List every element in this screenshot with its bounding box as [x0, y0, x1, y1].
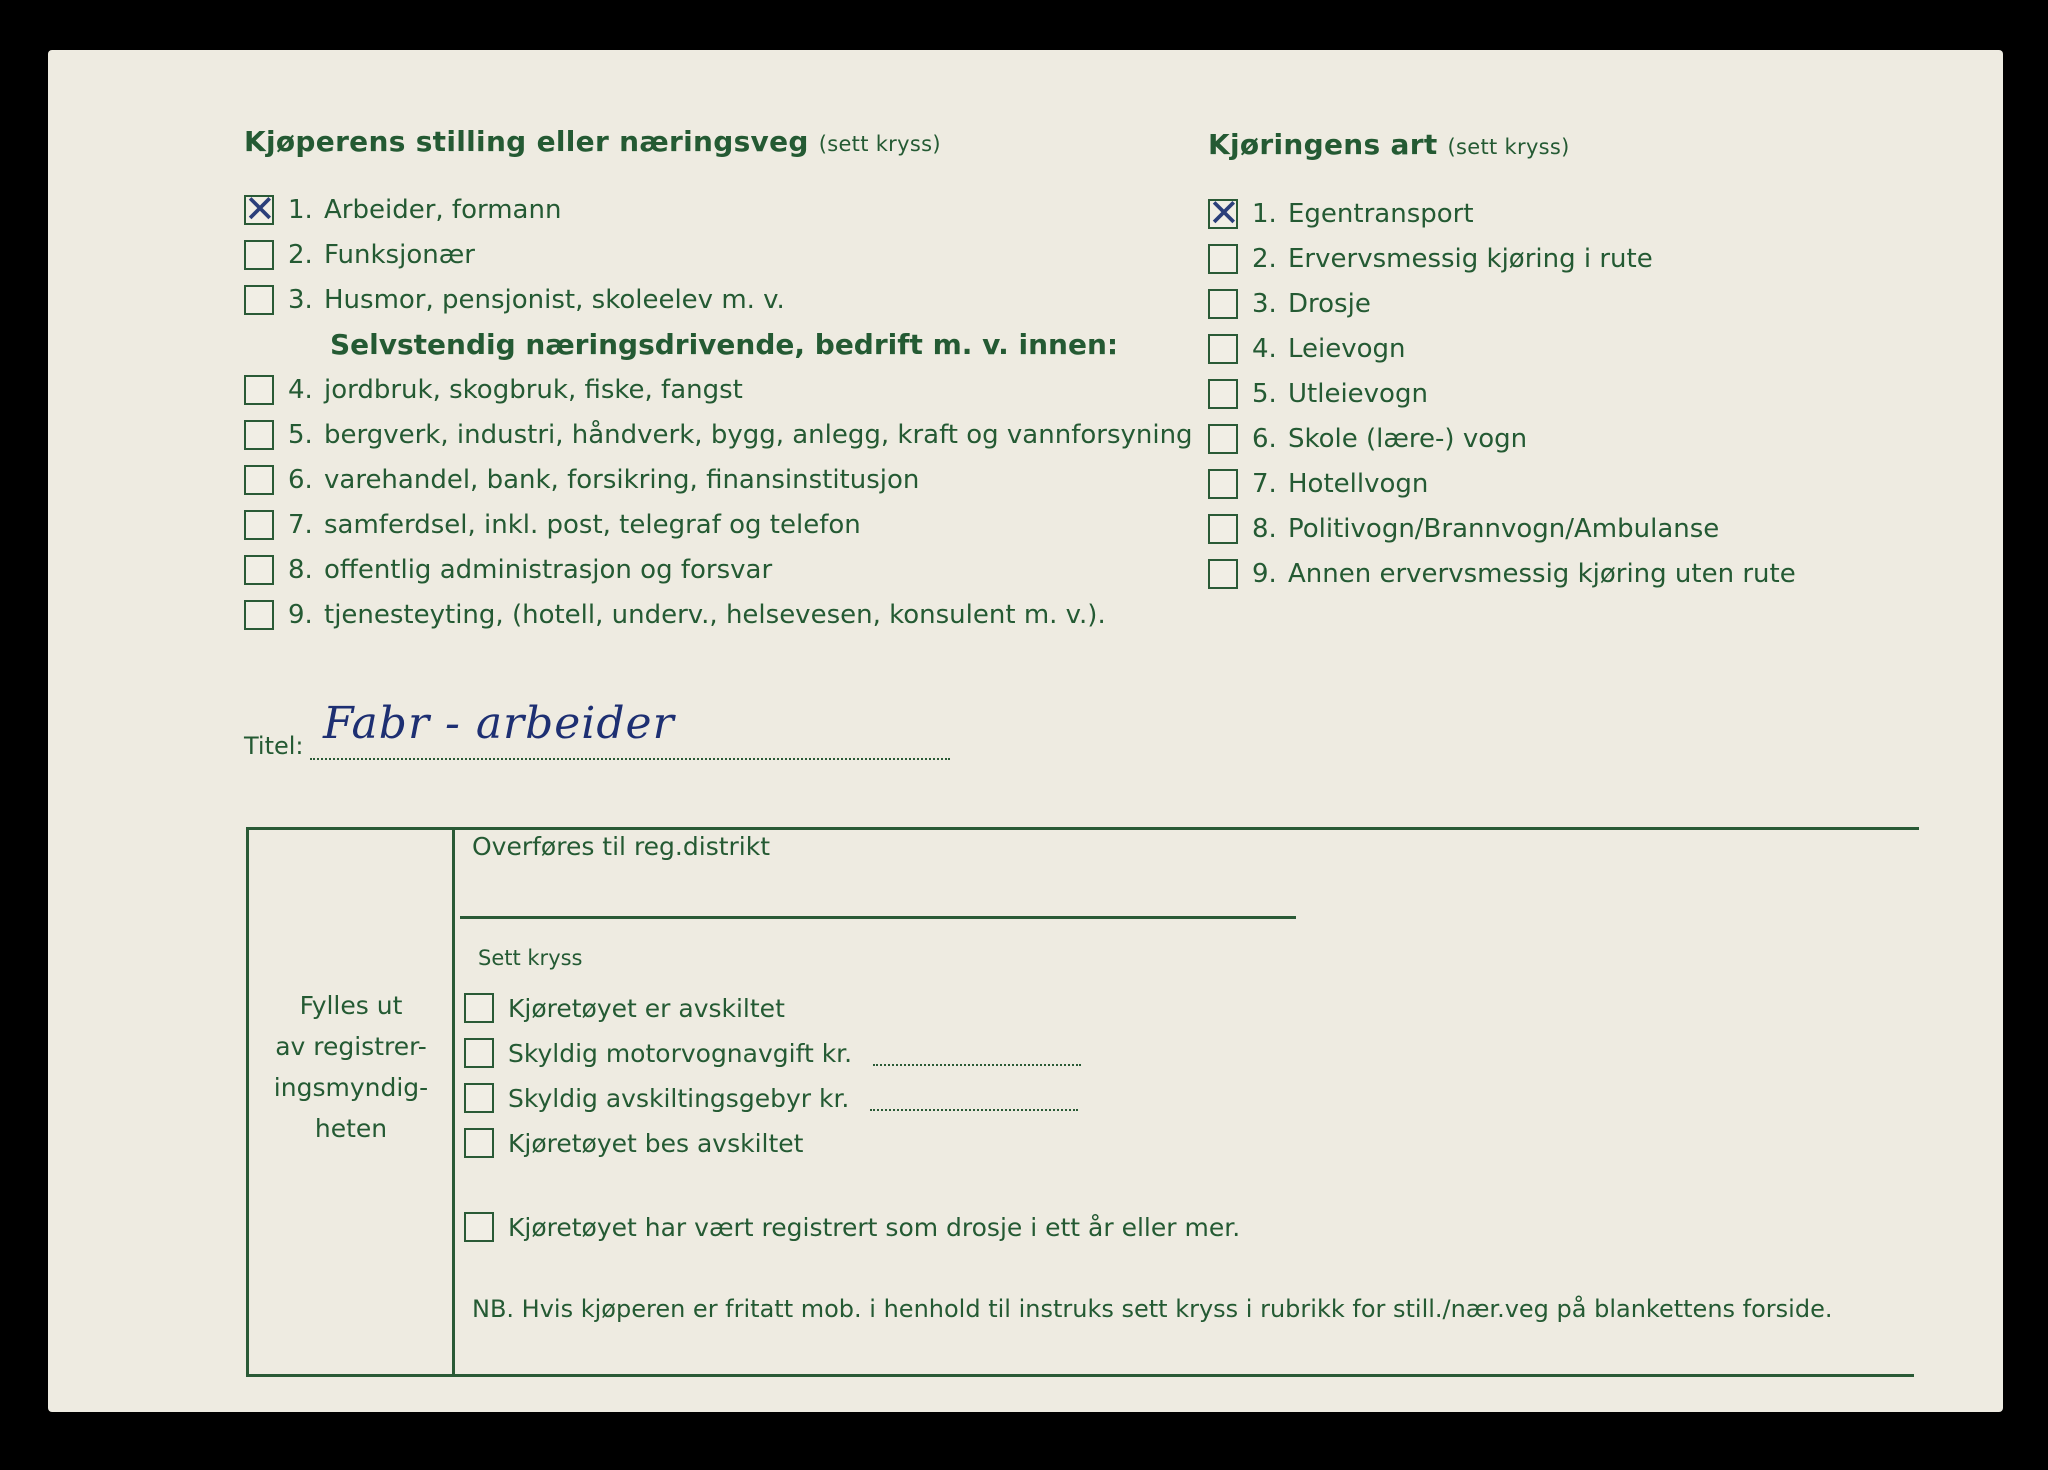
buyer-option-1[interactable]	[244, 192, 561, 228]
checkbox-checked[interactable]	[1208, 199, 1238, 229]
option-label: Hotellvogn	[1288, 469, 1429, 499]
option-number: 1.	[1252, 199, 1277, 229]
regbox-left-border	[246, 827, 249, 1377]
option-label: Politivogn/Brannvogn/Ambulanse	[1288, 514, 1720, 544]
buyer-option-6[interactable]	[244, 462, 919, 498]
buyer-option-2[interactable]	[244, 237, 475, 273]
checkbox[interactable]	[244, 420, 274, 450]
reg-check-motorvognavgift[interactable]	[464, 1035, 852, 1071]
driving-option-2[interactable]	[1208, 241, 1653, 277]
check-label: Skyldig avskiltingsgebyr kr.	[508, 1083, 850, 1113]
reg-check-drosje[interactable]	[464, 1209, 1240, 1245]
option-label: Annen ervervsmessig kjøring uten rute	[1288, 559, 1796, 589]
check-label: Kjøretøyet bes avskiltet	[508, 1128, 804, 1158]
option-label: Ervervsmessig kjøring i rute	[1288, 244, 1653, 274]
transfer-label: Overføres til reg.distrikt	[472, 832, 771, 861]
checkbox[interactable]	[244, 600, 274, 630]
regbox-divider	[452, 827, 455, 1377]
driving-title-text: Kjøringens art	[1208, 128, 1438, 161]
check-label: Kjøretøyet er avskiltet	[508, 993, 785, 1023]
driving-option-9[interactable]	[1208, 556, 1796, 592]
option-number: 8.	[288, 555, 313, 585]
side-label-line: ingsmyndig-	[273, 1073, 429, 1102]
sett-kryss-label: Sett kryss	[478, 946, 583, 970]
self-employed-subheading: Selvstendig næringsdrivende, bedrift m. v. innen:	[330, 328, 1119, 361]
option-label: Husmor, pensjonist, skoleelev m. v.	[324, 285, 785, 315]
option-number: 6.	[288, 465, 313, 495]
driving-option-5[interactable]	[1208, 376, 1428, 412]
checkbox[interactable]	[244, 375, 274, 405]
driving-section-title	[1208, 128, 1570, 161]
form-card	[48, 50, 2003, 1412]
driving-option-8[interactable]	[1208, 511, 1719, 547]
checkbox[interactable]	[1208, 289, 1238, 319]
regbox-side-label	[253, 985, 449, 1149]
checkbox[interactable]	[1208, 424, 1238, 454]
driving-title-note: (sett kryss)	[1447, 135, 1570, 159]
buyer-option-7[interactable]	[244, 507, 861, 543]
checkbox[interactable]	[1208, 334, 1238, 364]
side-label-line: av registrer-	[275, 1032, 427, 1061]
checkbox[interactable]	[244, 510, 274, 540]
option-number: 4.	[288, 375, 313, 405]
checkbox[interactable]	[244, 555, 274, 585]
check-label: Skyldig motorvognavgift kr.	[508, 1038, 853, 1068]
driving-option-4[interactable]	[1208, 331, 1406, 367]
transfer-underline	[460, 916, 1296, 919]
reg-check-avskiltingsgebyr[interactable]	[464, 1080, 849, 1116]
option-number: 1.	[288, 195, 313, 225]
option-label: varehandel, bank, forsikring, finansinstitusjon	[324, 465, 920, 495]
option-label: jordbruk, skogbruk, fiske, fangst	[324, 375, 743, 405]
reg-check-bes-avskiltet[interactable]	[464, 1125, 803, 1161]
buyer-option-3[interactable]	[244, 282, 785, 318]
buyer-title-note: (sett kryss)	[818, 132, 941, 156]
option-number: 7.	[288, 510, 313, 540]
checkbox[interactable]	[244, 465, 274, 495]
reg-check-avskiltet[interactable]	[464, 990, 785, 1026]
buyer-section-title	[244, 125, 941, 158]
checkbox[interactable]	[464, 1212, 494, 1242]
regbox-top-border	[246, 827, 1919, 830]
option-label: Arbeider, formann	[324, 195, 562, 225]
regbox-bottom-border	[246, 1374, 1914, 1377]
motorvognavgift-amount-line[interactable]	[873, 1064, 1081, 1066]
option-number: 2.	[1252, 244, 1277, 274]
option-number: 6.	[1252, 424, 1277, 454]
option-label: Skole (lære-) vogn	[1288, 424, 1528, 454]
checkbox[interactable]	[464, 1038, 494, 1068]
side-label-line: heten	[314, 1114, 388, 1143]
option-label: Funksjonær	[324, 240, 475, 270]
option-label: Egentransport	[1288, 199, 1474, 229]
checkbox[interactable]	[1208, 514, 1238, 544]
option-label: samferdsel, inkl. post, telegraf og telefon	[324, 510, 861, 540]
side-label-line: Fylles ut	[299, 991, 403, 1020]
option-number: 5.	[288, 420, 313, 450]
titel-dotted-line	[310, 758, 950, 760]
checkbox[interactable]	[1208, 469, 1238, 499]
checkbox[interactable]	[1208, 379, 1238, 409]
checkbox[interactable]	[464, 993, 494, 1023]
titel-label: Titel:	[244, 732, 304, 760]
buyer-option-9[interactable]	[244, 597, 1106, 633]
option-label: Utleievogn	[1288, 379, 1428, 409]
option-number: 3.	[288, 285, 313, 315]
option-label: tjenesteyting, (hotell, underv., helsevesen, konsulent m. v.).	[324, 600, 1106, 630]
checkbox[interactable]	[244, 285, 274, 315]
driving-option-3[interactable]	[1208, 286, 1371, 322]
option-number: 2.	[288, 240, 313, 270]
nb-note: NB. Hvis kjøperen er fritatt mob. i henhold til instruks sett kryss i rubrikk for still./nær.veg på blankettens forside.	[472, 1295, 1833, 1323]
checkbox[interactable]	[464, 1083, 494, 1113]
buyer-option-4[interactable]	[244, 372, 743, 408]
option-label: Leievogn	[1288, 334, 1406, 364]
option-number: 7.	[1252, 469, 1277, 499]
buyer-option-8[interactable]	[244, 552, 772, 588]
option-number: 5.	[1252, 379, 1277, 409]
buyer-title-text: Kjøperens stilling eller næringsveg	[244, 125, 809, 158]
option-label: offentlig administrasjon og forsvar	[324, 555, 773, 585]
option-number: 9.	[1252, 559, 1277, 589]
checkbox[interactable]	[464, 1128, 494, 1158]
checkbox[interactable]	[244, 240, 274, 270]
option-number: 3.	[1252, 289, 1277, 319]
option-number: 8.	[1252, 514, 1277, 544]
checkbox-checked[interactable]	[244, 195, 274, 225]
checkbox[interactable]	[1208, 559, 1238, 589]
option-number: 9.	[288, 600, 313, 630]
option-number: 4.	[1252, 334, 1277, 364]
option-label: Drosje	[1288, 289, 1371, 319]
check-label: Kjøretøyet har vært registrert som drosje i ett år eller mer.	[508, 1212, 1241, 1242]
driving-option-1[interactable]	[1208, 196, 1474, 232]
buyer-option-5[interactable]	[244, 417, 1193, 453]
titel-handwritten-value: Fabr - arbeider	[323, 698, 675, 749]
driving-option-6[interactable]	[1208, 421, 1527, 457]
avskiltingsgebyr-amount-line[interactable]	[870, 1109, 1078, 1111]
checkbox[interactable]	[1208, 244, 1238, 274]
driving-option-7[interactable]	[1208, 466, 1428, 502]
option-label: bergverk, industri, håndverk, bygg, anlegg, kraft og vannforsyning	[324, 420, 1193, 450]
